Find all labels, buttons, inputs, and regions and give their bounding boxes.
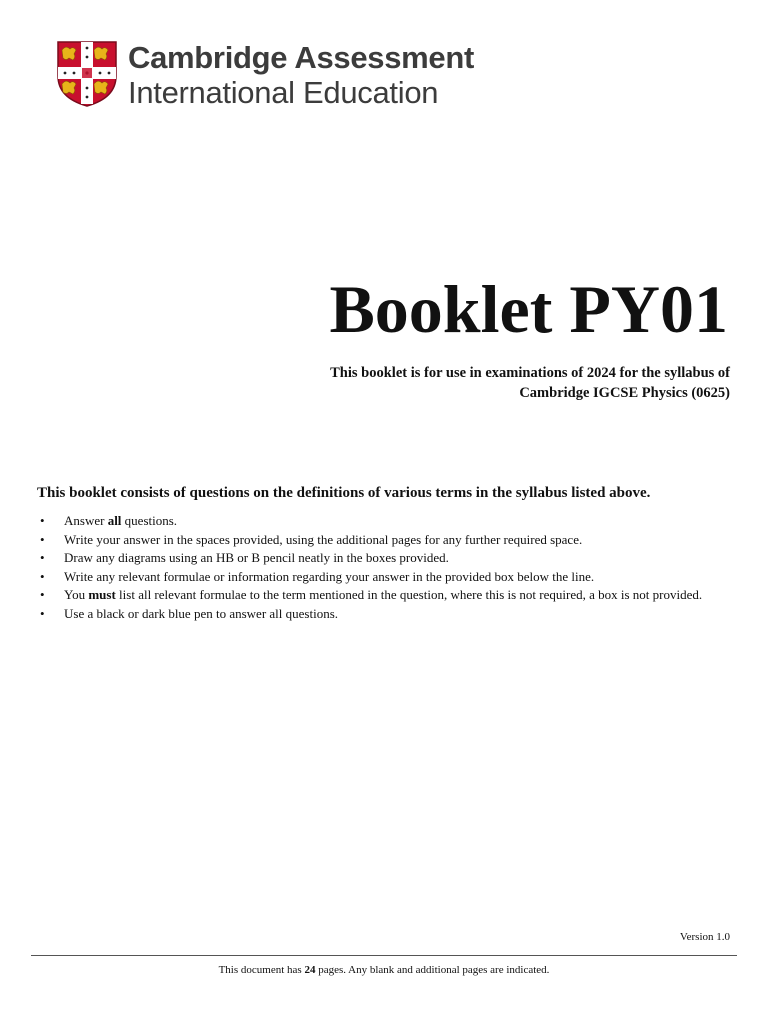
- instruction-item: • Draw any diagrams using an HB or B pencil neatly in the boxes provided.: [37, 549, 717, 568]
- booklet-title: Booklet PY01: [329, 271, 728, 347]
- booklet-intro: This booklet consists of questions on the definitions of various terms in the syllabus listed above.: [37, 485, 651, 501]
- organisation-name-line2: International Education: [128, 75, 439, 110]
- instruction-item: • Answer all questions.: [37, 512, 717, 531]
- instruction-item: • You must list all relevant formulae to the term mentioned in the question, where this is not required, a box is not provided.: [37, 586, 717, 605]
- booklet-subtitle: [330, 363, 730, 403]
- subtitle-line1: This booklet is for use in examinations of 2024 for the syllabus of: [330, 365, 730, 381]
- subtitle-line2: Cambridge IGCSE Physics (0625): [519, 385, 730, 401]
- version-label: Version 1.0: [679, 931, 730, 943]
- instruction-item: • Write any relevant formulae or information regarding your answer in the provided box below the line.: [37, 568, 717, 587]
- instruction-list: [37, 512, 717, 623]
- page-count-note: This document has 24 pages. Any blank and additional pages are indicated.: [218, 964, 550, 976]
- organisation-logo: [56, 40, 474, 110]
- footer-divider: [31, 955, 737, 956]
- page-count: 24: [304, 964, 316, 976]
- instruction-item: • Use a black or dark blue pen to answer all questions.: [37, 605, 717, 624]
- crest-icon: [56, 40, 118, 108]
- instruction-item: • Write your answer in the spaces provided, using the additional pages for any further required space.: [37, 531, 717, 550]
- organisation-name: [128, 40, 474, 108]
- organisation-name-line1: Cambridge Assessment: [128, 40, 475, 75]
